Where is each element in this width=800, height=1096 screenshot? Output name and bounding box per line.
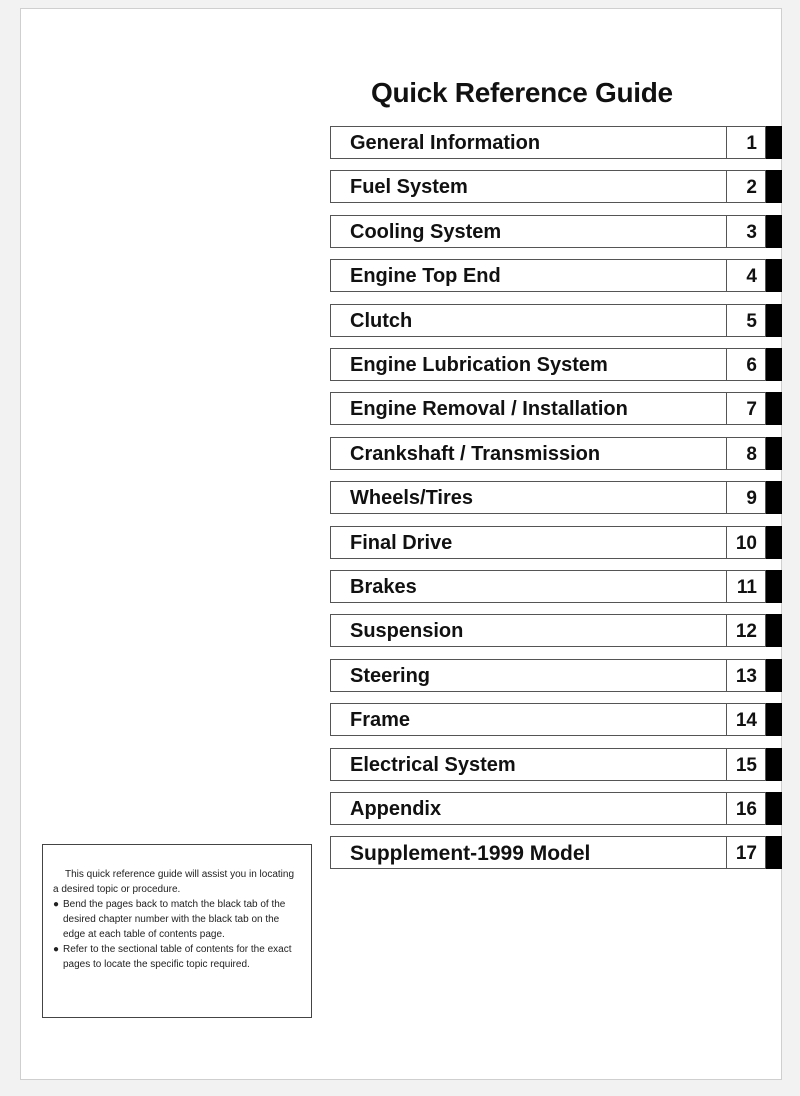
chapter-number: 9 [746,488,757,509]
chapter-number-cell [726,392,766,425]
chapter-number-cell [726,126,766,159]
black-edge-tab [766,126,782,159]
chapter-number-cell [726,526,766,559]
chapter-row[interactable] [330,659,785,692]
chapter-label: Wheels/Tires [350,487,474,509]
chapter-row[interactable] [330,392,785,425]
black-edge-tab [766,392,782,425]
black-edge-tab [766,170,782,203]
chapter-number: 16 [735,799,757,820]
chapter-label-cell [330,792,727,825]
black-edge-tab [766,215,782,248]
note-intro: This quick reference guide will assist you in locating a desired topic or procedure. [53,869,294,895]
chapter-label-cell [330,703,727,736]
note-bullet-text: Refer to the sectional table of contents for the exact pages to locate the specific topic required. [63,944,292,970]
page-title: Quick Reference Guide [371,77,673,108]
chapter-label-cell [330,348,727,381]
black-edge-tab [766,703,782,736]
chapter-label: Frame [350,709,411,731]
chapter-label: Final Drive [350,532,453,554]
chapter-row[interactable] [330,304,785,337]
chapter-number-cell [726,259,766,292]
chapter-number-cell [726,570,766,603]
chapter-label-cell [330,392,727,425]
chapter-number: 8 [746,444,757,465]
chapter-row[interactable] [330,215,785,248]
chapter-row[interactable] [330,792,785,825]
chapter-label: Suspension [350,620,464,642]
chapter-number-cell [726,836,766,869]
chapter-number: 2 [746,177,757,198]
chapter-row[interactable] [330,748,785,781]
chapter-number-cell [726,170,766,203]
chapter-label: Supplement-1999 Model [350,842,591,865]
chapter-label: Engine Removal / Installation [350,398,628,420]
chapter-row[interactable] [330,703,785,736]
chapter-number: 4 [746,266,757,287]
chapter-row[interactable] [330,126,785,159]
chapter-label-cell [330,481,727,514]
chapter-number-cell [726,437,766,470]
chapter-label: Cooling System [350,221,502,243]
chapter-label: Engine Top End [350,265,501,287]
black-edge-tab [766,748,782,781]
black-edge-tab [766,614,782,647]
chapter-row[interactable] [330,526,785,559]
chapter-number-cell [726,481,766,514]
chapter-label: Clutch [350,310,413,332]
chapter-number-cell [726,304,766,337]
black-edge-tab [766,348,782,381]
chapter-number: 7 [746,399,757,420]
note-bullet-text: Bend the pages back to match the black tab of the desired chapter number with the black tab on the edge at each table of contents page. [63,899,286,940]
chapter-label: Brakes [350,576,417,598]
bullet-icon: ● [53,899,60,910]
chapter-number: 1 [746,133,757,154]
chapter-number: 11 [736,577,757,598]
chapter-label-cell [330,748,727,781]
chapter-label: Appendix [350,798,442,820]
chapter-number: 10 [735,533,757,554]
chapter-label-cell [330,836,727,869]
chapter-label: Steering [350,665,431,687]
chapter-label-cell [330,215,727,248]
chapter-row[interactable] [330,836,785,869]
chapter-label: Fuel System [350,176,468,198]
black-edge-tab [766,836,782,869]
black-edge-tab [766,570,782,603]
chapter-number-cell [726,703,766,736]
chapter-row[interactable] [330,437,785,470]
chapter-row[interactable] [330,570,785,603]
chapter-number-cell [726,215,766,248]
chapter-label-cell [330,659,727,692]
chapter-row[interactable] [330,614,785,647]
chapter-number-cell [726,614,766,647]
bullet-icon: ● [53,944,60,955]
note-bullet [53,897,301,942]
chapter-label: General Information [350,132,541,154]
chapter-number-cell [726,659,766,692]
chapter-number: 17 [735,843,757,864]
chapter-label-cell [330,526,727,559]
chapter-number-cell [726,348,766,381]
black-edge-tab [766,792,782,825]
chapter-label-cell [330,170,727,203]
black-edge-tab [766,304,782,337]
chapter-label: Crankshaft / Transmission [350,443,601,465]
black-edge-tab [766,481,782,514]
black-edge-tab [766,437,782,470]
chapter-label-cell [330,304,727,337]
chapter-number: 12 [735,621,757,642]
chapter-label: Engine Lubrication System [350,354,608,376]
chapter-label-cell [330,437,727,470]
black-edge-tab [766,526,782,559]
chapter-number: 3 [746,222,757,243]
chapter-label-cell [330,570,727,603]
instruction-note-box [42,844,312,1018]
chapter-row[interactable] [330,259,785,292]
note-bullet [53,942,301,972]
chapter-label-cell [330,126,727,159]
chapter-label-cell [330,614,727,647]
chapter-number: 6 [746,355,757,376]
chapter-number: 5 [746,311,757,332]
chapter-label-cell [330,259,727,292]
chapter-row[interactable] [330,481,785,514]
black-edge-tab [766,659,782,692]
chapter-label: Electrical System [350,754,516,776]
chapter-row[interactable] [330,170,785,203]
chapter-number-cell [726,792,766,825]
black-edge-tab [766,259,782,292]
chapter-number-cell [726,748,766,781]
chapter-number: 14 [735,710,757,731]
chapter-number: 15 [735,755,757,776]
chapter-number: 13 [735,666,757,687]
document-page [20,8,782,1080]
chapter-row[interactable] [330,348,785,381]
